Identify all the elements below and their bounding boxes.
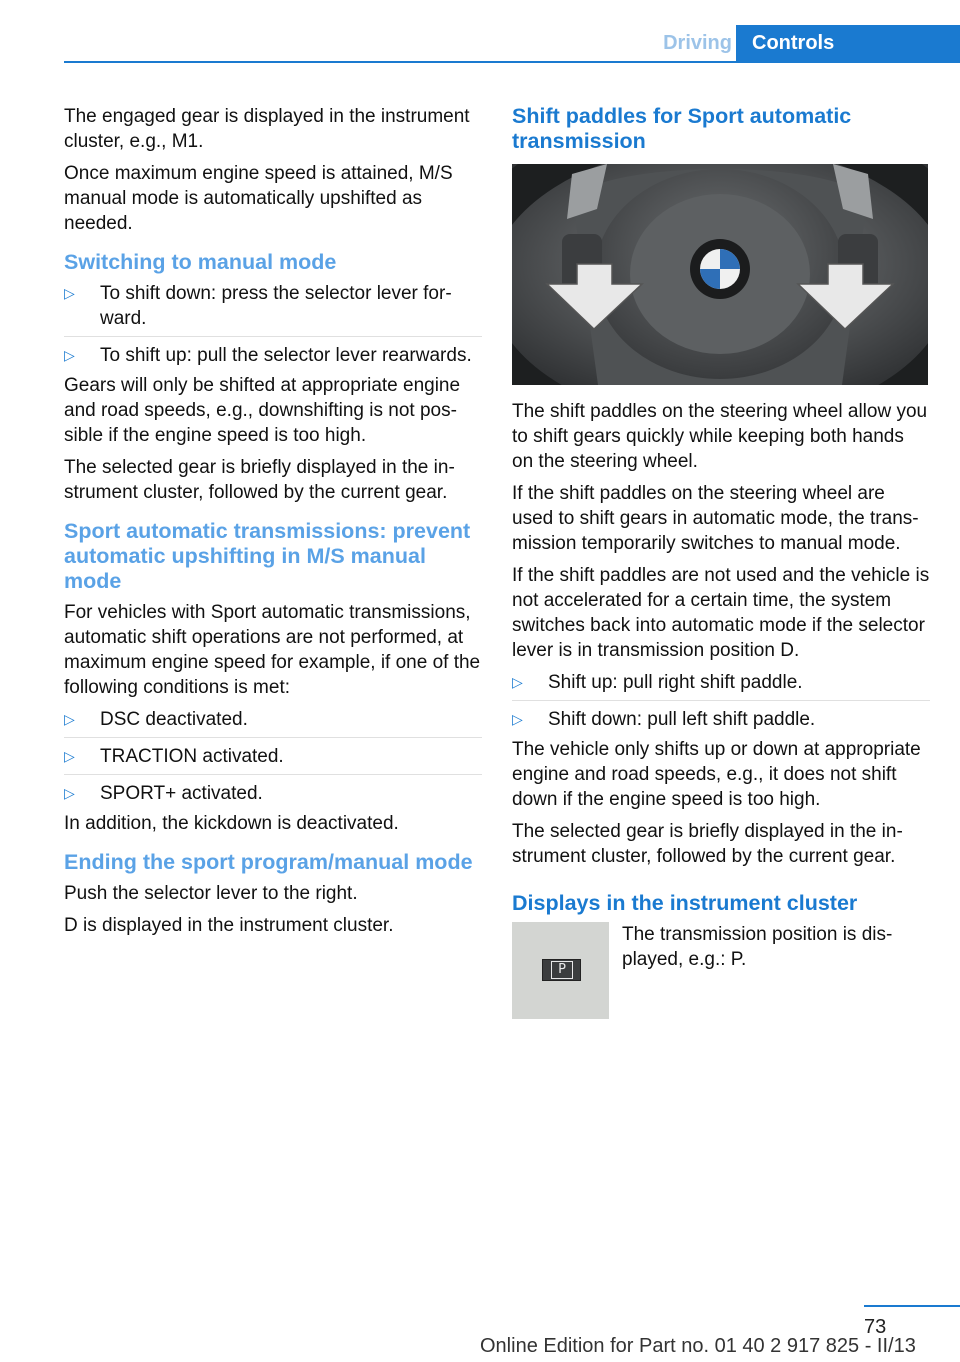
- bullet-triangle-icon: ▷: [64, 748, 75, 764]
- bullet-triangle-icon: ▷: [512, 674, 523, 690]
- page-number: 73: [864, 1316, 887, 1338]
- paragraph: Once maximum engine speed is attained, M/S manual mode is automatically upshifted as needed.: [64, 163, 453, 234]
- header-chapter-tab: Controls: [736, 25, 960, 61]
- steering-wheel-image: [512, 164, 928, 385]
- footer-rule: [864, 1305, 960, 1307]
- section-heading: Switching to manual mode: [64, 250, 337, 274]
- section-heading: Sport automatic transmissions: prevent automatic upshifting in M/S manual mode: [64, 519, 471, 593]
- list-item: ▷ To shift up: pull the selector lever rearwards.: [64, 336, 482, 368]
- paragraph: The shift paddles on the steering wheel allow you to shift gears quickly while keeping both hands on the steering wheel.: [512, 401, 928, 472]
- header-section-tab: Driving: [663, 32, 732, 54]
- bullet-triangle-icon: ▷: [64, 347, 75, 363]
- paragraph: If the shift paddles on the steering wheel are used to shift gears in automatic mode, the transmission temporarily switches to manual mode.: [512, 483, 919, 554]
- list-item: ▷ Shift down: pull left shift paddle.: [512, 700, 930, 732]
- section-heading: Shift paddles for Sport automatic transmission: [512, 104, 852, 153]
- list-item: ▷ Shift up: pull right shift paddle.: [512, 672, 803, 693]
- paragraph: In addition, the kickdown is deactivated.: [64, 813, 399, 834]
- edition-note: Online Edition for Part no. 01 40 2 917 825 - II/13: [480, 1335, 916, 1357]
- bullet-triangle-icon: ▷: [64, 785, 75, 801]
- paragraph: If the shift paddles are not used and the vehicle is not accelerated for a certain time, the system switches back into automatic mode if the selector lever is in transmission position D.: [512, 565, 930, 661]
- paragraph: The selected gear is briefly displayed in the instrument cluster, followed by the current gear.: [512, 821, 903, 867]
- bullet-triangle-icon: ▷: [64, 285, 75, 301]
- paragraph: Gears will only be shifted at appropriate engine and road speeds, e.g., downshifting is not possible if the engine speed is too high.: [64, 375, 461, 446]
- instrument-cluster-display-image: [512, 922, 609, 1019]
- paragraph: For vehicles with Sport automatic transmissions, automatic shift operations are not performed, at maximum engine speed for example, if one of the following conditions is met:: [64, 602, 481, 698]
- paragraph: D is displayed in the instrument cluster.: [64, 915, 394, 936]
- list-item: ▷ TRACTION activated.: [64, 737, 482, 769]
- list-item: ▷ DSC deactivated.: [64, 709, 248, 730]
- header-rule: [64, 61, 960, 63]
- left-column: [64, 104, 482, 945]
- list-item: ▷ To shift down: press the selector lever forward.: [64, 283, 452, 329]
- paragraph: The engaged gear is displayed in the instrument cluster, e.g., M1.: [64, 106, 470, 152]
- section-heading: Displays in the instrument cluster: [512, 891, 858, 915]
- display-example: [512, 922, 930, 1019]
- right-column: [512, 104, 930, 1019]
- gear-indicator: P: [551, 961, 573, 979]
- paragraph: The transmission position is displayed, e.g.: P.: [622, 924, 893, 970]
- section-heading: Ending the sport program/manual mode: [64, 850, 473, 874]
- paragraph: The vehicle only shifts up or down at appropriate engine and road speeds, e.g., it does not shift down if the engine speed is too high.: [512, 739, 921, 810]
- bullet-triangle-icon: ▷: [64, 711, 75, 727]
- paragraph: The selected gear is briefly displayed in the instrument cluster, followed by the current gear.: [64, 457, 455, 503]
- list-item: ▷ SPORT+ activated.: [64, 774, 482, 806]
- bullet-triangle-icon: ▷: [512, 711, 523, 727]
- paragraph: Push the selector lever to the right.: [64, 883, 358, 904]
